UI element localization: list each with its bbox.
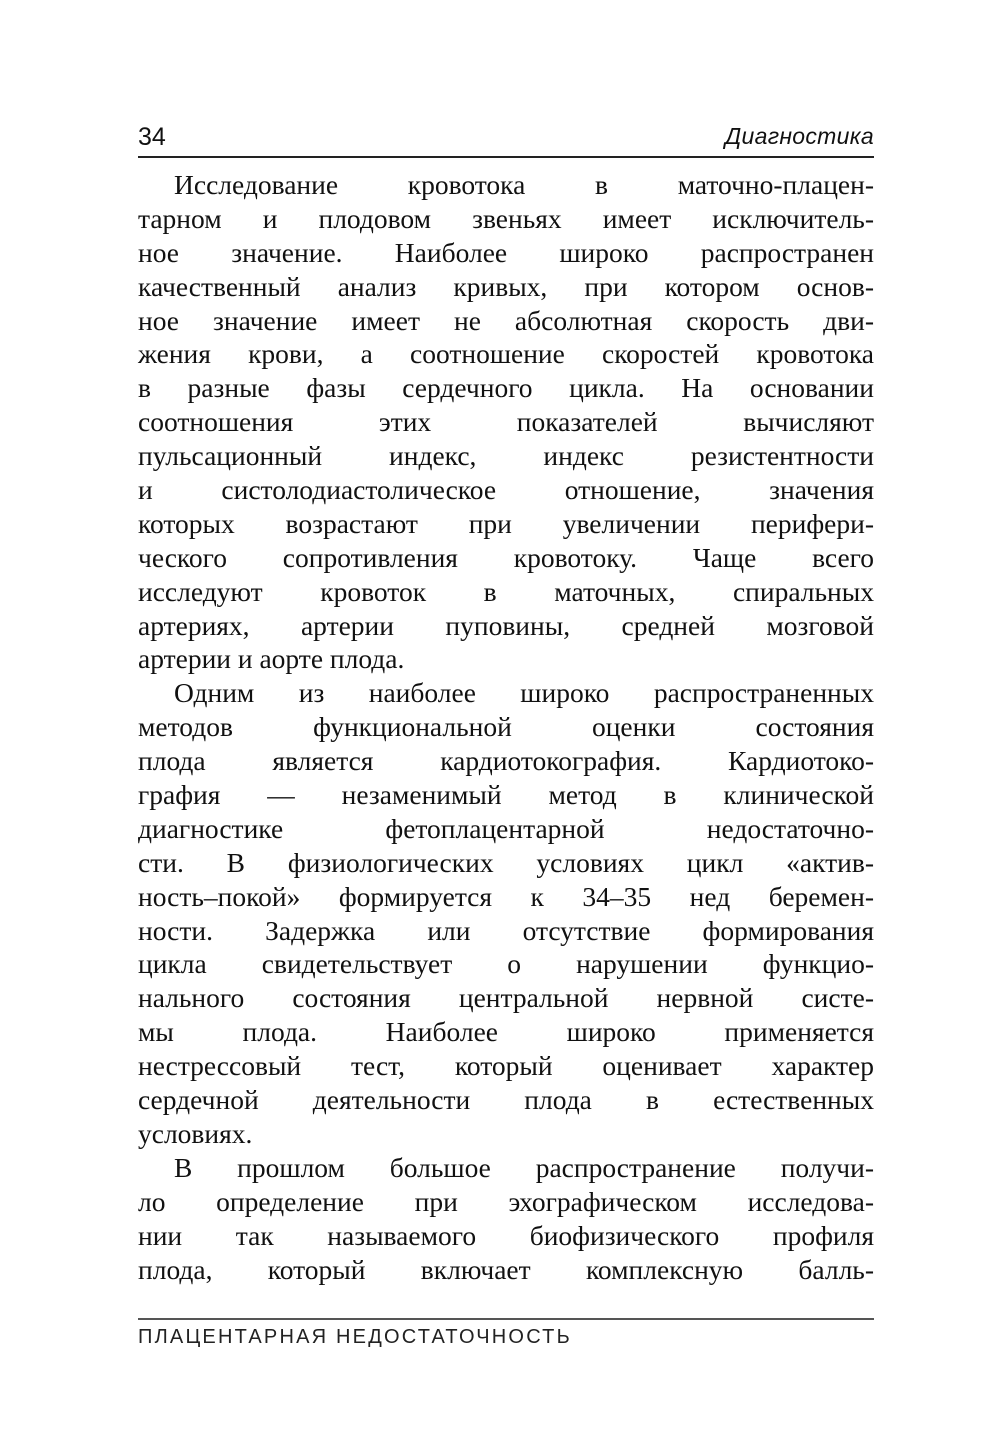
text-line: жения крови, а соотношение скоростей кровотока	[138, 338, 874, 370]
text-line: и систолодиастолическое отношение, значения	[138, 474, 874, 506]
text-line: ности. Задержка или отсутствие формирования	[138, 914, 874, 946]
text-line: мы плода. Наиболее широко применяется	[138, 1016, 874, 1048]
page-header	[138, 120, 874, 158]
body-text	[138, 168, 874, 1286]
text-line: соотношения этих показателей вычисляют	[138, 406, 874, 438]
text-line: исследуют кровоток в маточных, спиральных	[138, 575, 874, 607]
text-line: ное значение имеет не абсолютная скорость дви-	[138, 304, 874, 336]
page-footer	[138, 1318, 874, 1349]
text-line: условиях.	[138, 1117, 253, 1149]
text-line: сти. В физиологических условиях цикл «актив-	[138, 846, 874, 878]
text-line: графия — незаменимый метод в клинической	[138, 779, 874, 811]
text-line: Одним из наиболее широко распространенных	[174, 677, 874, 709]
text-line: которых возрастают при увеличении перифери-	[138, 507, 874, 539]
running-title: Диагностика	[725, 123, 874, 149]
text-line: плода является кардиотокография. Кардиотоко-	[138, 745, 874, 777]
text-line: нального состояния центральной нервной систе-	[138, 982, 874, 1014]
page-number: 34	[138, 123, 166, 151]
text-line: артериях, артерии пуповины, средней мозговой	[138, 609, 874, 641]
text-line: ческого сопротивления кровотоку. Чаще всего	[138, 541, 874, 573]
text-line: нестрессовый тест, который оценивает характер	[138, 1050, 874, 1082]
text-line: ность–покой» формируется к 34–35 нед беремен-	[138, 880, 874, 912]
text-line: качественный анализ кривых, при котором основ-	[138, 270, 874, 302]
text-line: пульсационный индекс, индекс резистентности	[138, 440, 874, 472]
text-line: нии так называемого биофизического профиля	[138, 1219, 874, 1251]
text-line: методов функциональной оценки состояния	[138, 711, 874, 743]
text-line: Исследование кровотока в маточно-плацен-	[174, 169, 874, 200]
text-line: тарном и плодовом звеньях имеет исключитель-	[138, 202, 874, 234]
text-line: в разные фазы сердечного цикла. На основании	[138, 372, 874, 404]
text-line: ное значение. Наиболее широко распространен	[138, 236, 874, 268]
text-line: цикла свидетельствует о нарушении функцио-	[138, 948, 874, 980]
text-line: сердечной деятельности плода в естественных	[138, 1084, 874, 1116]
text-line: диагностике фетоплацентарной недостаточно-	[138, 812, 874, 844]
text-line: плода, который включает комплексную балль-	[138, 1253, 874, 1285]
text-line: артерии и аорте плода.	[138, 643, 405, 675]
text-line: В прошлом большое распространение получи-	[174, 1151, 874, 1183]
text-line: ло определение при эхографическом исследова-	[138, 1185, 874, 1217]
book-title: ПЛАЦЕНТАРНАЯ НЕДОСТАТОЧНОСТЬ	[138, 1326, 572, 1348]
